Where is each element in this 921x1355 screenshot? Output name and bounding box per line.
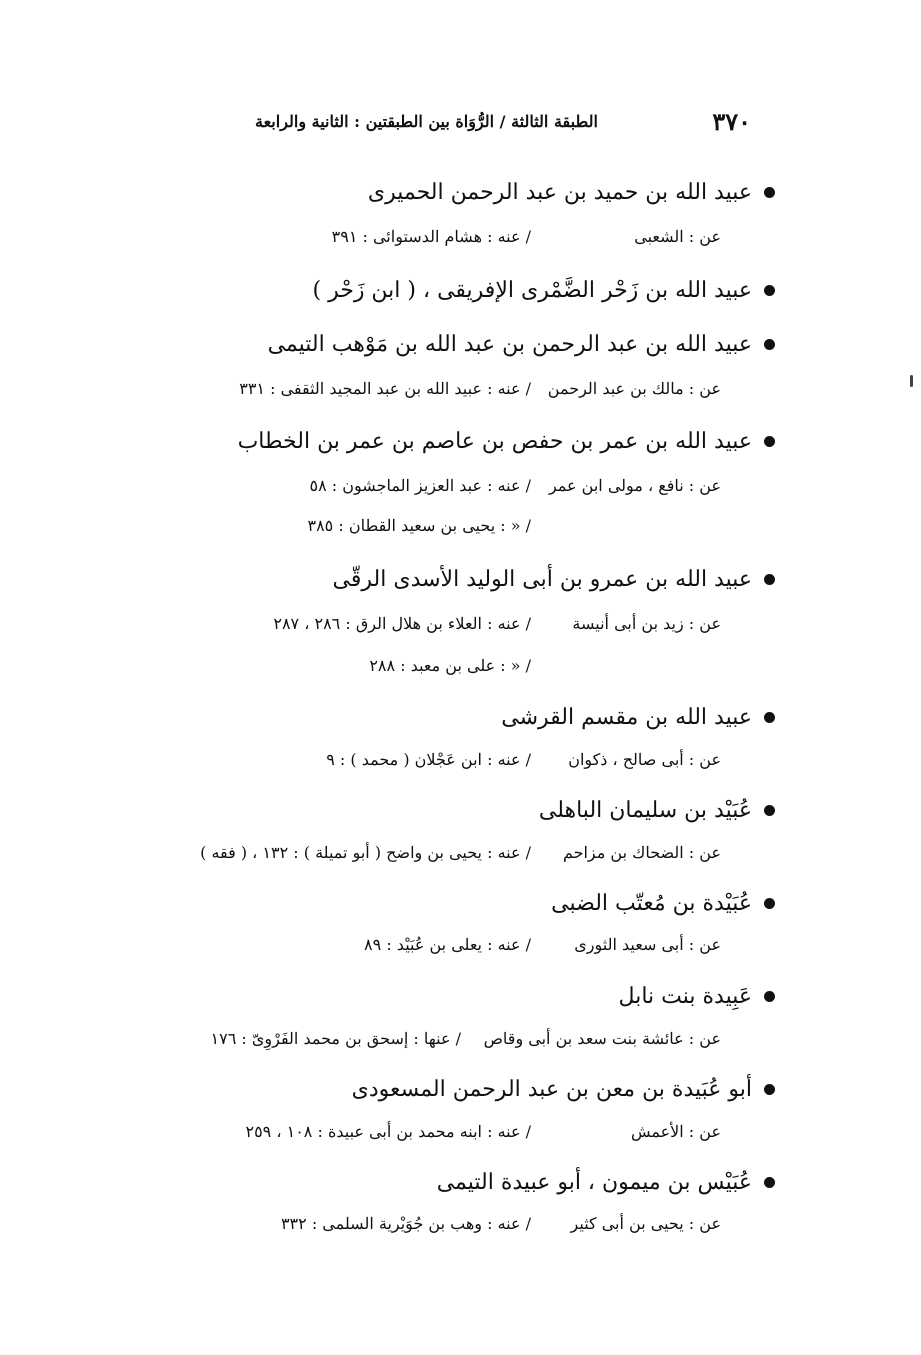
to-cell: / عنه : وهب بن جُوَيْرية السلمى : ٣٣٢ [280, 1214, 531, 1233]
to-cell: / عنه : عبد العزيز الماجشون : ٥٨ [309, 476, 531, 495]
bullet-icon [764, 898, 775, 909]
from-cell: عن : زيد بن أبى أنيسة [572, 614, 721, 633]
bullet-icon [764, 339, 775, 350]
bullet-icon [764, 991, 775, 1002]
to-cell: / عنها : إسحق بن محمد الفَرْوِىّ : ١٧٦ [210, 1029, 461, 1048]
entry-title: عبيد الله بن مقسم القرشى [501, 707, 775, 729]
to-cell: / عنه : ابنه محمد بن أبى عبيدة : ١٠٨ ، ٢٥٩ [245, 1122, 531, 1141]
bullet-icon [764, 187, 775, 198]
entry-title: عُبَيْد بن سليمان الباهلى [539, 800, 775, 822]
to-cell: / « : يحيى بن سعيد القطان : ٣٨٥ [307, 516, 531, 535]
to-cell: / عنه : يحيى بن واضح ( أبو تميلة ) : ١٣٢ ، ( فقه ) [200, 843, 531, 862]
entry-title: عبيد الله بن عمر بن حفص بن عاصم بن عمر بن الخطاب [238, 431, 775, 453]
to-cell: / عنه : عبيد الله بن عبد المجيد الثقفى : ٣٣١ [239, 379, 531, 398]
to-cell: / « : على بن معبد : ٢٨٨ [369, 656, 531, 675]
entry-title: عَبِيدة بنت نابل [619, 986, 775, 1008]
margin-mark [910, 375, 913, 387]
from-cell: عن : مالك بن عبد الرحمن [547, 379, 721, 398]
from-cell: عن : عائشة بنت سعد بن أبى وقاص [483, 1029, 721, 1048]
to-cell: / عنه : هشام الدستوائى : ٣٩١ [331, 227, 531, 246]
page-header [255, 106, 751, 136]
entry-title: عُبَيْدة بن مُعتّب الضبى [551, 893, 775, 915]
entry-title: عبيد الله بن عبد الرحمن بن عبد الله بن مَوْهب التيمى [268, 334, 775, 356]
from-cell: عن : نافع ، مولى ابن عمر [548, 476, 721, 495]
to-cell: / عنه : العلاء بن هلال الرق : ٢٨٦ ، ٢٨٧ [273, 614, 531, 633]
bullet-icon [764, 1177, 775, 1188]
bullet-icon [764, 712, 775, 723]
to-cell: / عنه : يعلى بن عُبَيْد : ٨٩ [364, 935, 531, 954]
from-cell: عن : الضحاك بن مزاحم [562, 843, 721, 862]
from-cell: عن : يحيى بن أبى كثير [570, 1214, 721, 1233]
entry-title: عُبَيْس بن ميمون ، أبو عبيدة التيمى [437, 1172, 775, 1194]
page-number: ٣٧٠ [712, 106, 751, 136]
bullet-icon [764, 805, 775, 816]
bullet-icon [764, 285, 775, 296]
entry-title: عبيد الله بن حميد بن عبد الرحمن الحميرى [368, 182, 775, 204]
to-cell: / عنه : ابن عَجْلان ( محمد ) : ٩ [326, 750, 531, 769]
entry-title: أبو عُبَيدة بن معن بن عبد الرحمن المسعودى [352, 1079, 775, 1101]
from-cell: عن : أبى سعيد الثورى [574, 935, 721, 954]
running-title: الطبقة الثالثة / الرُّوَاة بين الطبقتين : الثانية والرابعة [255, 111, 598, 131]
entry-title: عبيد الله بن عمرو بن أبى الوليد الأسدى الرقّى [333, 569, 775, 591]
from-cell: عن : أبى صالح ، ذكوان [568, 750, 721, 769]
bullet-icon [764, 574, 775, 585]
from-cell: عن : الشعبى [634, 227, 721, 246]
entry-title: عبيد الله بن زَحْر الضَّمْرى الإفريقى ، ( ابن زَحْر ) [313, 280, 776, 302]
bullet-icon [764, 436, 775, 447]
from-cell: عن : الأعمش [630, 1122, 721, 1141]
bullet-icon [764, 1084, 775, 1095]
